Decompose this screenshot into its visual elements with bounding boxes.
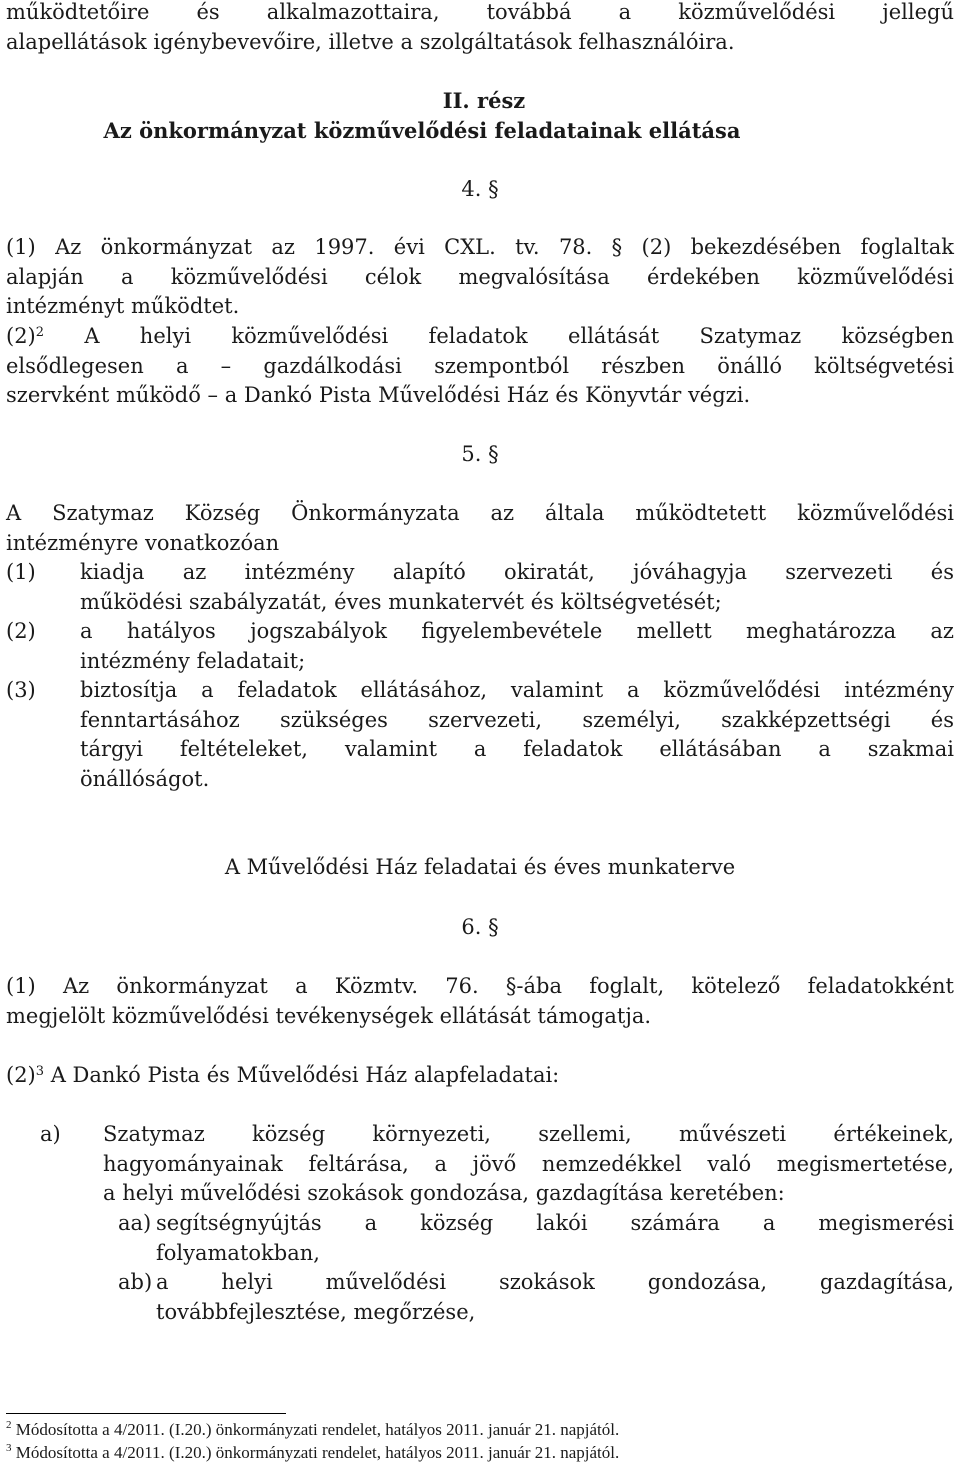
section-5-item-1: [6, 558, 954, 617]
footnote-text: Módosította a 4/2011. (I.20.) önkormányzati rendelet, hatályos 2011. január 21. napjától.: [11, 1420, 620, 1439]
text-line: folyamatokban,: [156, 1240, 320, 1265]
item-number: (2): [6, 619, 36, 643]
item-number: (3): [6, 678, 36, 702]
section-4-paragraph-2: [6, 322, 954, 411]
text-line: alapellátások igénybevevőire, illetve a szolgáltatások felhasználóira.: [6, 29, 735, 54]
item-label: ab): [118, 1270, 153, 1294]
text-span: A helyi közművelődési feladatok ellátását Szatymaz községben: [44, 324, 954, 348]
text-line: elsődlegesen a – gazdálkodási szempontból részben önálló költségvetési: [6, 353, 954, 378]
footnote-3: [6, 1442, 619, 1463]
text-line: tárgyi feltételeket, valamint a feladatok ellátásában a szakmai: [80, 737, 954, 761]
footnote-ref[interactable]: 3: [35, 1064, 45, 1079]
item-aa: [6, 1209, 954, 1268]
item-label: aa): [118, 1211, 152, 1235]
intro-paragraph: [6, 0, 954, 57]
section-6-heading: 6. §: [461, 915, 499, 939]
footnote-2: [6, 1419, 619, 1440]
text-line: (1) Az önkormányzat az 1997. évi CXL. tv. 78. § (2) bekezdésében foglaltak: [6, 235, 954, 259]
item-label: a): [40, 1122, 61, 1146]
text-line: [6, 322, 954, 352]
footnote-separator: [6, 1413, 286, 1414]
text-line: intézményre vonatkozóan: [6, 530, 280, 555]
text-line: megjelölt közművelődési tevékenységek ellátását támogatja.: [6, 1003, 652, 1028]
text-line: (1) Az önkormányzat a Közmtv. 76. §-ába foglalt, kötelező feladatokként: [6, 974, 954, 998]
text-line: intézményt működtet.: [6, 294, 240, 318]
section-6-paragraph-1: [6, 972, 954, 1031]
item-number: (1): [6, 560, 36, 584]
item-ab: [6, 1268, 954, 1327]
text-line: a helyi művelődési szokások gondozása, gazdagítása keretében:: [103, 1181, 785, 1205]
text-line: fenntartásához szükséges szervezeti, személyi, szakképzettségi és: [80, 707, 954, 732]
text-line: biztosítja a feladatok ellátásához, valamint a közművelődési intézmény: [80, 678, 954, 702]
section-6-paragraph-2: [6, 1061, 954, 1091]
text-line: Szatymaz község környezeti, szellemi, művészeti értékeinek,: [103, 1122, 954, 1146]
text-line: A Szatymaz Község Önkormányzata az általa működtetett közművelődési: [6, 501, 954, 525]
item-a: [6, 1120, 954, 1209]
footnote-text: Módosította a 4/2011. (I.20.) önkormányzati rendelet, hatályos 2011. január 21. napjától.: [11, 1443, 620, 1462]
paragraph-number: (2): [6, 324, 36, 348]
text-span: A Dankó Pista és Művelődési Ház alapfeladatai:: [44, 1063, 560, 1087]
part-heading: [6, 86, 954, 145]
footnote-ref[interactable]: 2: [35, 325, 45, 340]
footnote-number: 2: [6, 1419, 12, 1431]
footnote-number: 3: [6, 1442, 12, 1454]
text-line: működtetőire és alkalmazottaira, továbbá a közművelődési jellegű: [6, 0, 954, 24]
text-line: kiadja az intézmény alapító okiratát, jóváhagyja szervezeti és: [80, 560, 954, 584]
part-title: Az önkormányzat közművelődési feladatainak ellátása: [103, 117, 741, 143]
text-line: a hatályos jogszabályok figyelembevétele mellett meghatározza az: [80, 619, 954, 643]
subheading: A Művelődési Ház feladatai és éves munkaterve: [224, 855, 736, 879]
section-5-intro: [6, 499, 954, 558]
paragraph-number: (2): [6, 1063, 36, 1087]
section-4-heading: 4. §: [461, 177, 499, 201]
section-5-item-2: [6, 617, 954, 676]
text-line: szervként működő – a Dankó Pista Művelődési Ház és Könyvtár végzi.: [6, 383, 751, 407]
section-5-heading: 5. §: [461, 442, 499, 466]
text-line: hagyományainak feltárása, a jövő nemzedékkel való megismertetése,: [103, 1151, 954, 1176]
text-line: alapján a közművelődési célok megvalósítása érdekében közművelődési: [6, 264, 954, 289]
text-line: működési szabályzatát, éves munkatervét és költségvetését;: [80, 589, 722, 614]
part-number: II. rész: [442, 88, 526, 113]
section-4-paragraph-1: [6, 233, 954, 322]
text-line: a helyi művelődési szokások gondozása, gazdagítása,: [156, 1270, 954, 1294]
text-line: intézmény feladatait;: [80, 648, 306, 673]
text-line: önállóságot.: [80, 766, 210, 791]
section-5-item-3: [6, 676, 954, 794]
text-line: segítségnyújtás a község lakói számára a megismerési: [156, 1211, 954, 1235]
text-line: továbbfejlesztése, megőrzése,: [156, 1299, 476, 1324]
